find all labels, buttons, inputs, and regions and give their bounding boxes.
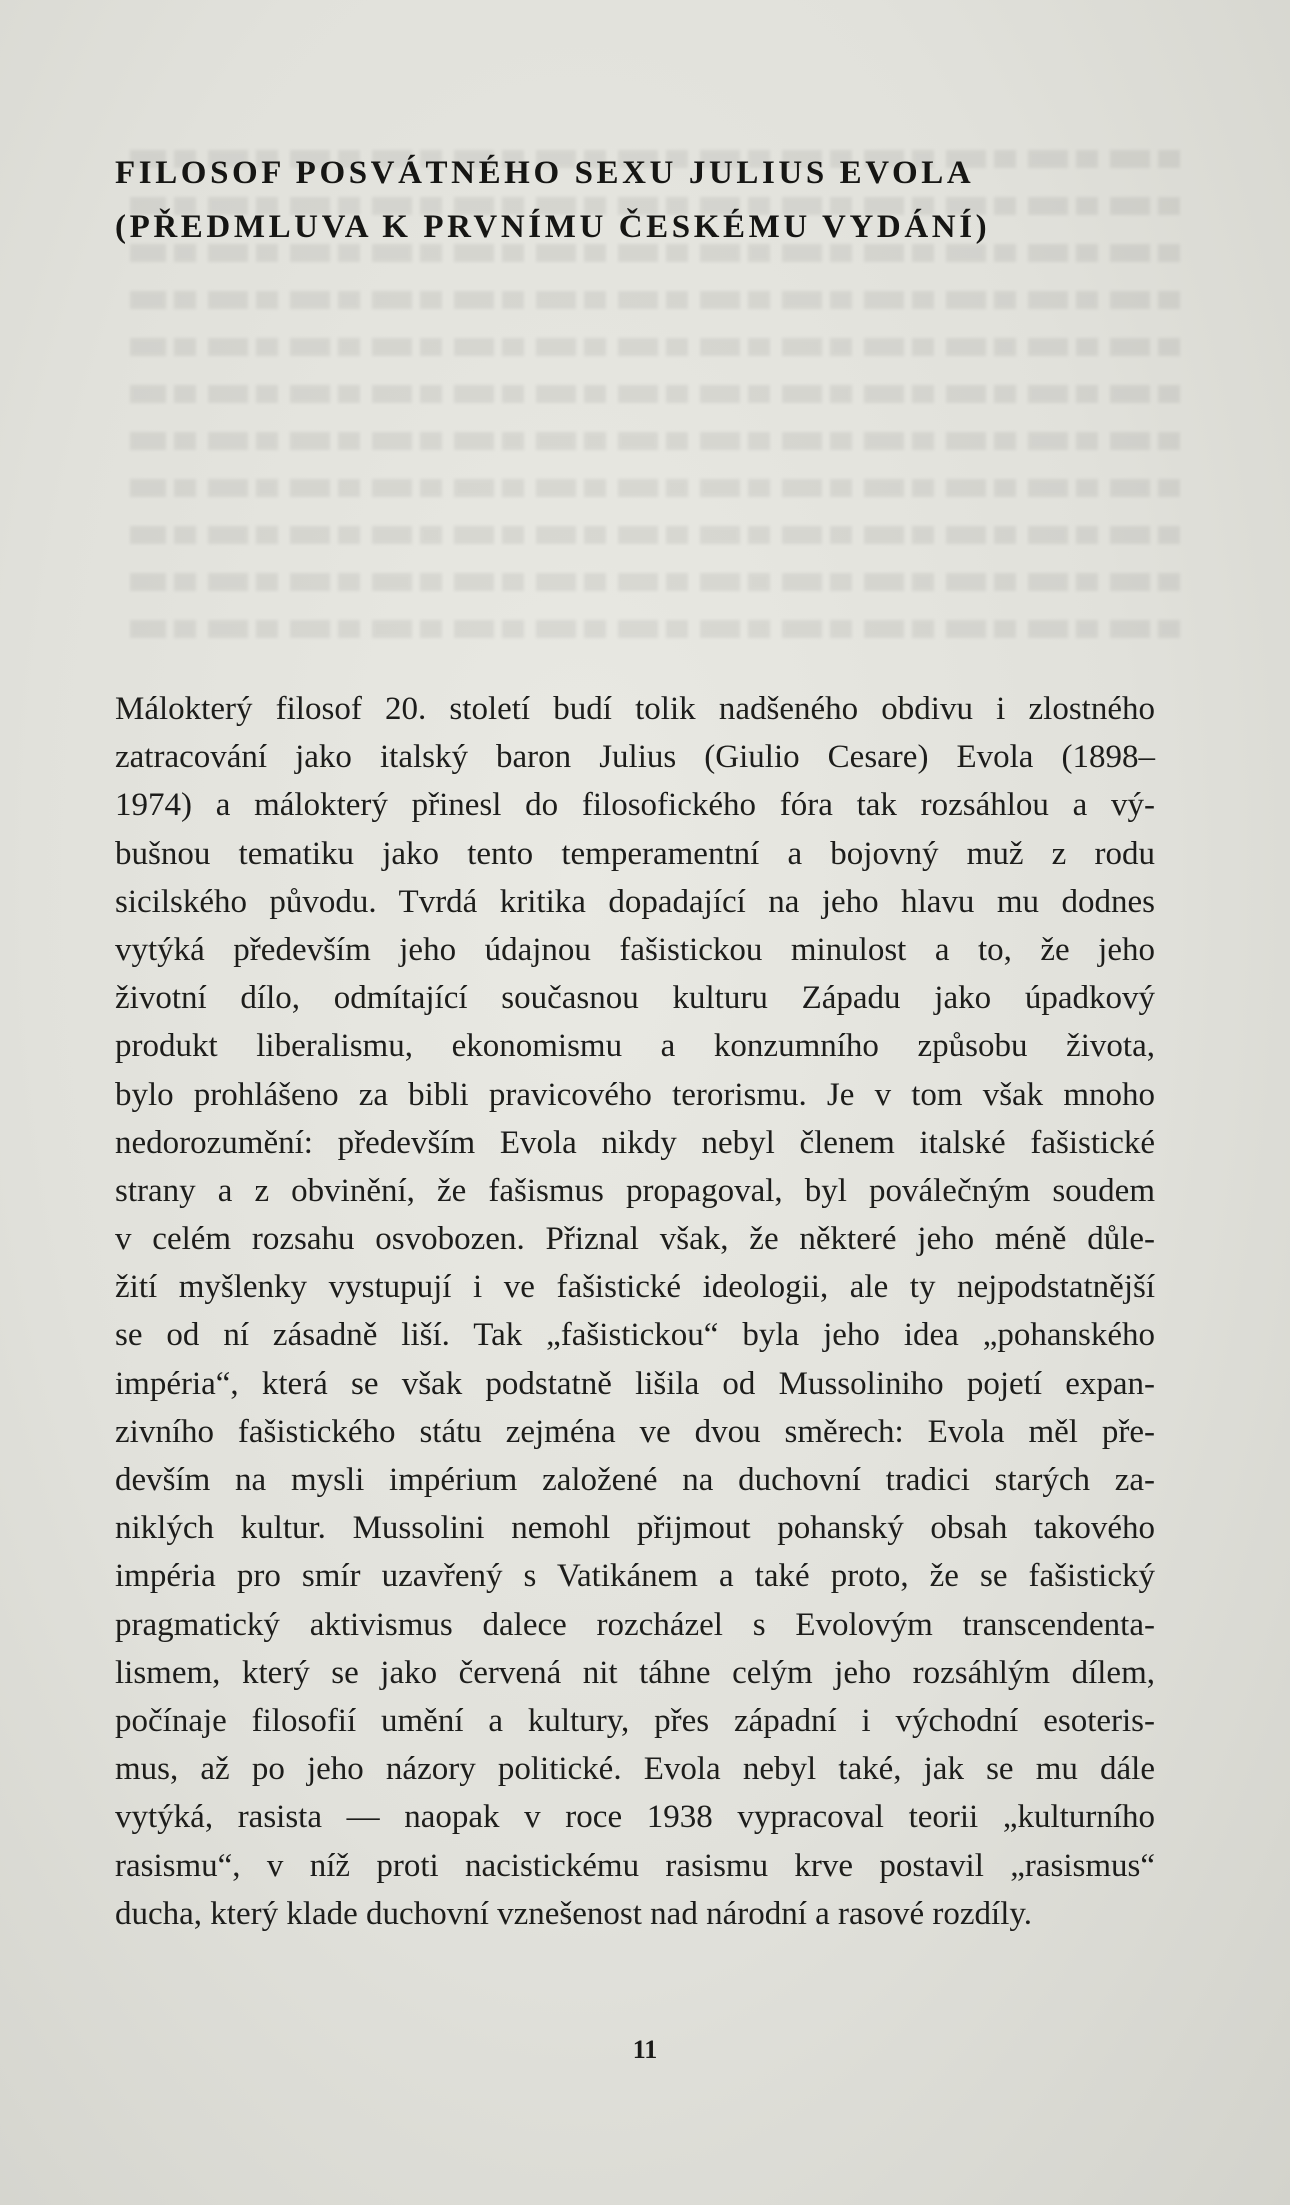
- text-line: nedorozumění: především Evola nikdy nebyl členem italské fašistické: [115, 1124, 1155, 1161]
- chapter-heading-line-2: (PŘEDMLUVA K PRVNÍMU ČESKÉMU VYDÁNÍ): [115, 209, 991, 245]
- text-line: niklých kultur. Mussolini nemohl přijmout pohanský obsah takového: [115, 1510, 1155, 1547]
- text-line: vytýká především jeho údajnou fašistickou minulost a to, že jeho: [115, 931, 1155, 968]
- text-line: se od ní zásadně liší. Tak „fašistickou“ byla jeho idea „pohanského: [115, 1317, 1155, 1354]
- text-line: pragmatický aktivismus dalece rozcházel s Evolovým transcendenta-: [115, 1606, 1155, 1643]
- text-line: v celém rozsahu osvobozen. Přiznal však, že některé jeho méně důle-: [115, 1221, 1155, 1258]
- text-line: devším na mysli impérium založené na duchovní tradici starých za-: [115, 1462, 1155, 1498]
- text-line: ducha, který klade duchovní vznešenost nad národní a rasové rozdíly.: [115, 1895, 1032, 1932]
- text-line: lismem, který se jako červená nit táhne celým jeho rozsáhlým dílem,: [115, 1654, 1155, 1691]
- text-line: zivního fašistického státu zejména ve dvou směrech: Evola měl pře-: [115, 1413, 1155, 1450]
- page-number: 11: [632, 2035, 658, 2064]
- text-line: Málokterý filosof 20. století budí tolik nadšeného obdivu i zlostného: [115, 691, 1155, 727]
- text-line: počínaje filosofií umění a kultury, přes západní i východní esoteris-: [115, 1702, 1155, 1739]
- text-line: bušnou tematiku jako tento temperamentní a bojovný muž z rodu: [115, 835, 1155, 872]
- text-line: rasismu“, v níž proti nacistickému rasismu krve postavil „rasismus“: [115, 1847, 1155, 1884]
- chapter-heading-line-1: FILOSOF POSVÁTNÉHO SEXU JULIUS EVOLA: [115, 155, 975, 191]
- text-line: 1974) a málokterý přinesl do filosofického fóra tak rozsáhlou a vý-: [115, 787, 1155, 824]
- text-line: strany a z obvinění, že fašismus propagoval, byl poválečným soudem: [115, 1172, 1155, 1209]
- text-line: sicilského původu. Tvrdá kritika dopadající na jeho hlavu mu dodnes: [115, 883, 1155, 920]
- text-line: zatracování jako italský baron Julius (Giulio Cesare) Evola (1898–: [115, 739, 1155, 776]
- text-line: vytýká, rasista — naopak v roce 1938 vypracoval teorii „kulturního: [115, 1799, 1155, 1836]
- text-line: bylo prohlášeno za bibli pravicového terorismu. Je v tom však mnoho: [115, 1076, 1155, 1113]
- body-paragraph: [115, 685, 1155, 1938]
- text-line: mus, až po jeho názory politické. Evola nebyl také, jak se mu dále: [115, 1751, 1155, 1788]
- chapter-heading: [115, 146, 1115, 254]
- text-line: impéria pro smír uzavřený s Vatikánem a také proto, že se fašistický: [115, 1558, 1155, 1595]
- text-line: životní dílo, odmítající současnou kulturu Západu jako úpadkový: [115, 980, 1155, 1017]
- text-line: impéria“, která se však podstatně lišila od Mussoliniho pojetí expan-: [115, 1365, 1155, 1402]
- text-line: žití myšlenky vystupují i ve fašistické ideologii, ale ty nejpodstatnější: [115, 1269, 1155, 1306]
- text-line: produkt liberalismu, ekonomismu a konzumního způsobu života,: [115, 1028, 1155, 1065]
